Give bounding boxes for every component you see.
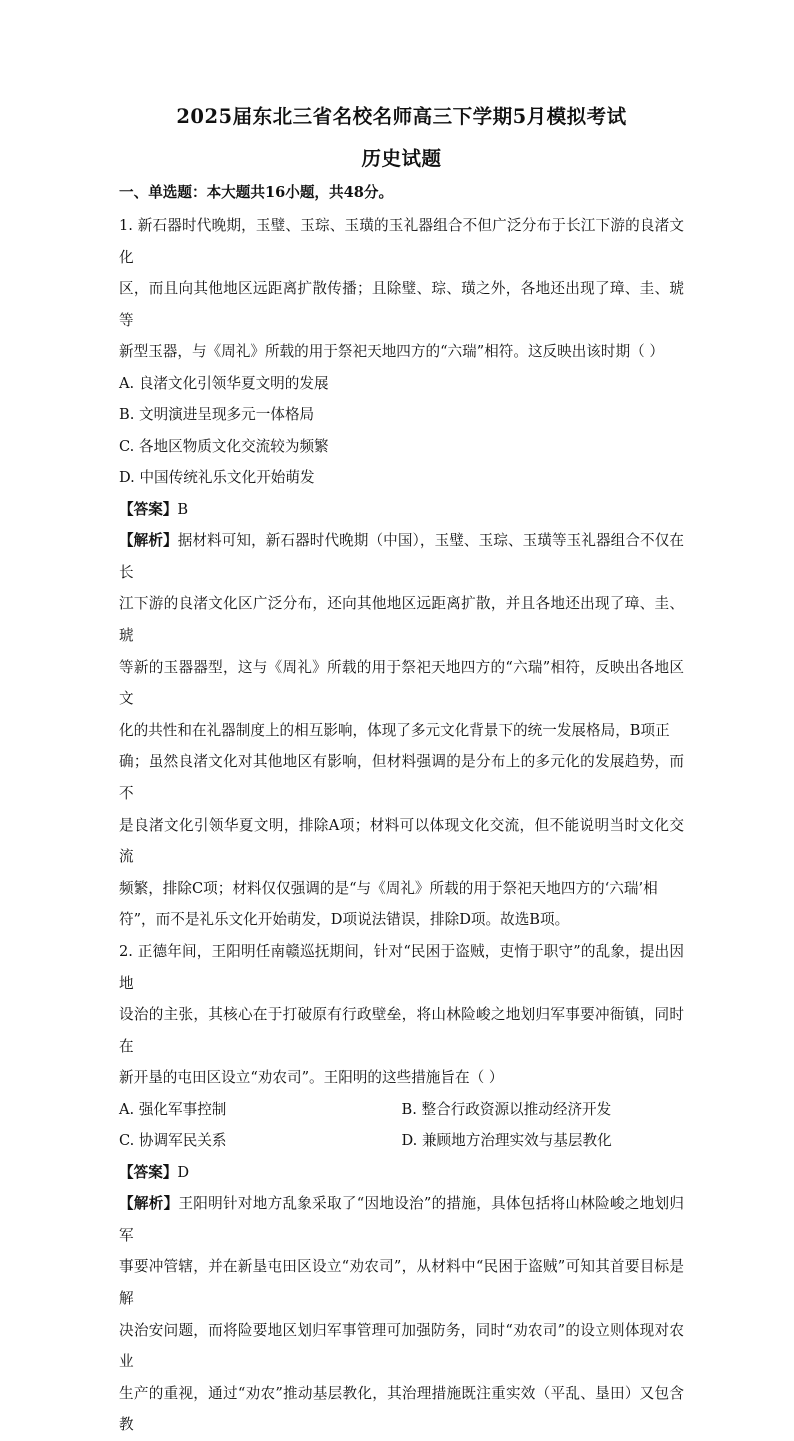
question-2 xyxy=(119,936,684,1441)
option-d: D. 中国传统礼乐文化开始萌发 xyxy=(119,469,315,487)
analysis-line: 频繁，排除C项；材料仅仅强调的是“与《周礼》所载的用于祭祀天地四方的‘六瑞’相 xyxy=(119,879,658,897)
analysis-line: 等新的玉器器型，这与《周礼》所载的用于祭祀天地四方的“六瑞”相符，反映出各地区文 xyxy=(119,658,684,708)
option-a: A. 良渚文化引领华夏文明的发展 xyxy=(119,374,329,392)
answer-line xyxy=(119,1157,684,1189)
answer-tag: 【答案】 xyxy=(119,500,178,518)
analysis-line: 事要冲管辖，并在新垦屯田区设立“劝农司”，从材料中“民困于盗贼”可知其首要目标是解 xyxy=(119,1258,684,1308)
question-stem-line: 设治的主张，其核心在于打破原有行政壁垒，将山林险峻之地划归军事要冲衙镇，同时在 xyxy=(119,1006,684,1055)
question-stem-line: 新型玉器，与《周礼》所载的用于祭祀天地四方的“六瑞”相符。这反映出该时期（ ） xyxy=(119,343,664,361)
question-stem-line: 区，而且向其他地区远距离扩散传播；且除璧、琮、璜之外，各地还出现了璋、圭、琥等 xyxy=(119,280,684,329)
options-row xyxy=(119,1094,684,1125)
analysis-line: 【解析】据材料可知，新石器时代晚期（中国），玉璧、玉琮、玉璜等玉礼器组合不仅在长 xyxy=(119,532,684,581)
answer-value: B xyxy=(177,500,189,518)
answer-value: D xyxy=(177,1163,190,1181)
option-b: B. 整合行政资源以推动经济开发 xyxy=(401,1100,612,1118)
exam-title: 2025届东北三省名校名师高三下学期5月模拟考试 xyxy=(176,105,627,128)
analysis-line: 决治安问题，而将险要地区划归军事管理可加强防务，同时“劝农司”的设立则体现对农业 xyxy=(119,1321,684,1371)
analysis-tag: 【解析】 xyxy=(119,532,178,550)
question-stem-line: 1. 新石器时代晚期，玉璧、玉琮、玉璜的玉礼器组合不但广泛分布于长江下游的良渚文化 xyxy=(119,217,684,266)
option-c: C. 协调军民关系 xyxy=(119,1132,227,1150)
analysis-tag: 【解析】 xyxy=(119,1195,179,1213)
section-heading: 一、单选题：本大题共16小题，共48分。 xyxy=(119,184,394,201)
question-1 xyxy=(119,210,684,936)
analysis-line: 符”，而不是礼乐文化开始萌发，D项说法错误，排除D项。故选B项。 xyxy=(119,911,570,929)
analysis-line: 化的共性和在礼器制度上的相互影响，体现了多元文化背景下的统一发展格局，B项正 xyxy=(119,721,670,739)
analysis-line: 【解析】王阳明针对地方乱象采取了“因地设治”的措施，具体包括将山林险峻之地划归军 xyxy=(119,1195,684,1244)
options-row xyxy=(119,1125,684,1156)
exam-subject-title: 历史试题 xyxy=(361,147,442,170)
option-b: B. 文明演进呈现多元一体格局 xyxy=(119,406,315,424)
option-d: D. 兼顾地方治理实效与基层教化 xyxy=(401,1132,612,1150)
analysis-line: 是良渚文化引领华夏文明，排除A项；材料可以体现文化交流，但不能说明当时文化交流 xyxy=(119,816,684,866)
option-a: A. 强化军事控制 xyxy=(119,1100,227,1118)
question-stem-line: 新开垦的屯田区设立“劝农司”。王阳明的这些措施旨在（ ） xyxy=(119,1069,504,1087)
question-stem-line: 2. 正德年间，王阳明任南赣巡抚期间，针对“民困于盗贼，吏惰于职守”的乱象，提出因地 xyxy=(119,942,684,992)
analysis-line: 生产的重视，通过“劝农”推动基层教化，其治理措施既注重实效（平乱、垦田）又包含教 xyxy=(119,1384,684,1434)
analysis-line: 确；虽然良渚文化对其他地区有影响，但材料强调的是分布上的多元化的发展趋势，而不 xyxy=(119,753,684,802)
answer-tag: 【答案】 xyxy=(119,1163,178,1181)
option-c: C. 各地区物质文化交流较为频繁 xyxy=(119,437,329,455)
answer-line xyxy=(119,494,684,526)
analysis-line: 江下游的良渚文化区广泛分布，还向其他地区远距离扩散，并且各地还出现了璋、圭、琥 xyxy=(119,595,684,644)
